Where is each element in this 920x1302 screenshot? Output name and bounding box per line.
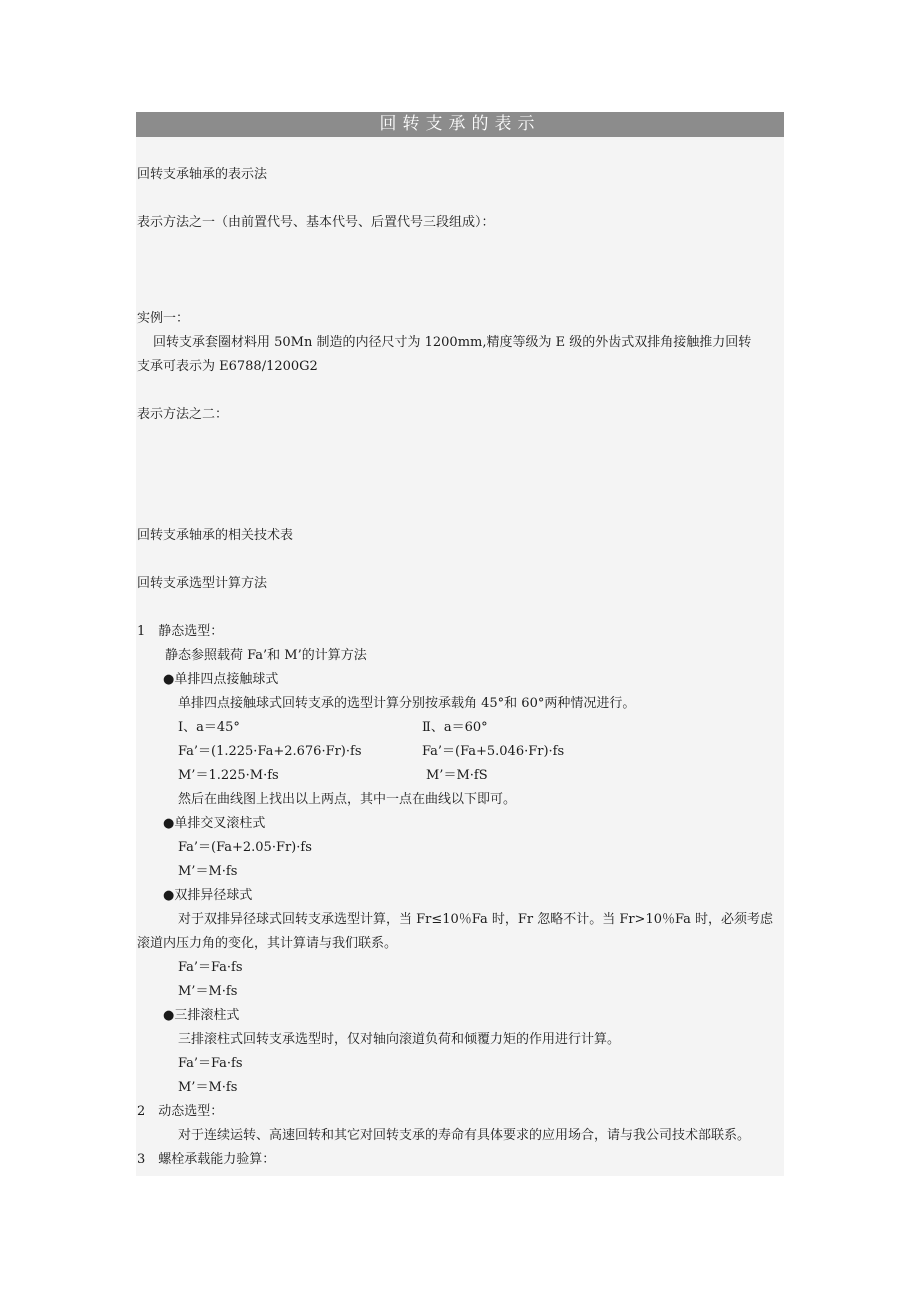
formula-m-60: M’＝M·fS bbox=[426, 768, 488, 783]
formula-m-double: M’＝M·fs bbox=[178, 984, 238, 999]
formula-fa-crossed: Fa’＝(Fa+2.05·Fr)·fs bbox=[178, 840, 312, 855]
paragraph-static-reference: 静态参照载荷 Fa’和 M’的计算方法 bbox=[165, 648, 367, 663]
paragraph-double-row-line1: 对于双排异径球式回转支承选型计算，当 Fr≤10％Fa 时，Fr 忽略不计。当 Fr>10％Fa 时，必须考虑 bbox=[178, 912, 774, 927]
formula-m-45: M’＝1.225·M·fs bbox=[178, 768, 279, 783]
formula-fa-45: Fa’＝(1.225·Fa+2.676·Fr)·fs bbox=[178, 744, 362, 759]
step-static-selection: 1 静态选型： bbox=[137, 624, 224, 639]
formula-fa-60: Fa’＝(Fa+5.046·Fr)·fs bbox=[422, 744, 565, 759]
section-heading-selection: 回转支承选型计算方法 bbox=[137, 576, 268, 591]
bullet-crossed-roller: ●单排交叉滚柱式 bbox=[163, 816, 266, 831]
page-title: 回转支承的表示 bbox=[136, 112, 784, 137]
paragraph-method-one: 表示方法之一（由前置代号、基本代号、后置代号三段组成）： bbox=[137, 215, 495, 230]
formula-case-60: Ⅱ、a＝60° bbox=[422, 720, 488, 735]
bullet-single-row-four-point: ●单排四点接触球式 bbox=[163, 672, 279, 687]
formula-fa-double: Fa’＝Fa·fs bbox=[178, 960, 243, 975]
formula-case-45: Ⅰ、a＝45° bbox=[178, 720, 240, 735]
paragraph-three-row-desc: 三排滚柱式回转支承选型时，仅对轴向滚道负荷和倾覆力矩的作用进行计算。 bbox=[178, 1032, 621, 1047]
section-heading-tech-table: 回转支承轴承的相关技术表 bbox=[137, 528, 294, 543]
step-dynamic-selection: 2 动态选型： bbox=[137, 1104, 224, 1119]
paragraph-method-two: 表示方法之二： bbox=[137, 407, 229, 422]
paragraph-dynamic-desc: 对于连续运转、高速回转和其它对回转支承的寿命有具体要求的应用场合，请与我公司技术部联系。 bbox=[178, 1128, 751, 1143]
paragraph-curve-check: 然后在曲线图上找出以上两点，其中一点在曲线以下即可。 bbox=[178, 792, 517, 807]
paragraph-four-point-desc: 单排四点接触球式回转支承的选型计算分别按承载角 45°和 60°两种情况进行。 bbox=[178, 696, 636, 711]
formula-m-three-row: M’＝M·fs bbox=[178, 1080, 238, 1095]
formula-fa-three-row: Fa’＝Fa·fs bbox=[178, 1056, 243, 1071]
paragraph-double-row-line2: 滚道内压力角的变化，其计算请与我们联系。 bbox=[137, 936, 398, 951]
paragraph-example-one-line2: 支承可表示为 E6788/1200G2 bbox=[137, 359, 318, 374]
paragraph-example-one-line1: 回转支承套圈材料用 50Mn 制造的内径尺寸为 1200mm,精度等级为 E 级的外齿式双排角接触推力回转 bbox=[153, 335, 752, 350]
bullet-double-row-ball: ●双排异径球式 bbox=[163, 888, 253, 903]
formula-m-crossed: M’＝M·fs bbox=[178, 864, 238, 879]
step-bolt-check: 3 螺栓承载能力验算： bbox=[137, 1152, 276, 1167]
section-heading-notation: 回转支承轴承的表示法 bbox=[137, 167, 268, 182]
bullet-three-row-roller: ●三排滚柱式 bbox=[163, 1008, 240, 1023]
paragraph-example-one-label: 实例一： bbox=[137, 311, 190, 326]
